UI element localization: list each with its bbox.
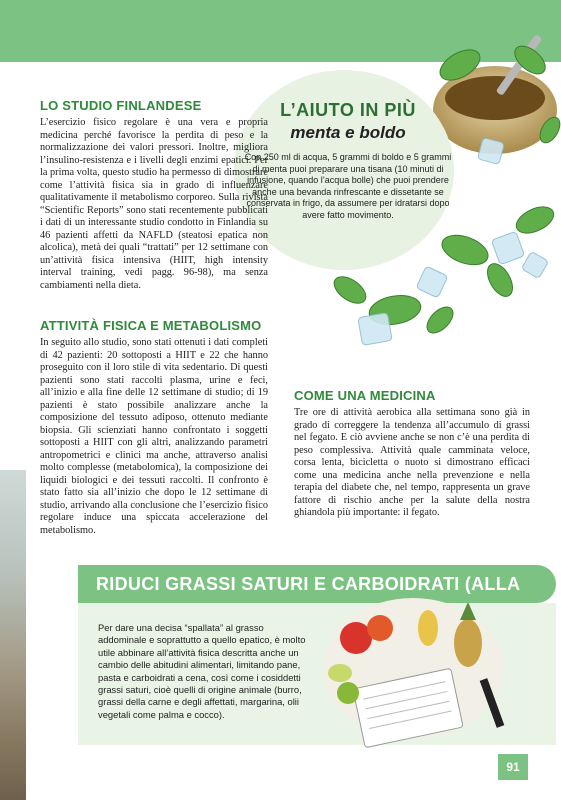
- section-like-medicine: [294, 388, 530, 520]
- banner-title: RIDUCI GRASSI SATURI E CARBOIDRATI (ALLA: [96, 574, 520, 594]
- section-heading: COME UNA MEDICINA: [294, 388, 436, 403]
- section-heading: LO STUDIO FINLANDESE: [40, 98, 202, 113]
- section-body-text: L’esercizio fisico regolare è una vera e propria medicina perché favorisce la perdita di peso e la normalizzazione dei valori pressori. Inoltre, migliora l’insulino-resistenza e i livelli degli enzimi epatici. Per la prima volta, questo studio ha permesso di dimostrare come l’attività fisica sia in grado di influenzare qualitativamente il metabolismo corporeo. Sulla rivista “Scientific Reports” sono stati recentemente pubblicati i dati di un interessante studio condotto in Finlandia su 46 pazienti affetti da NAFLD (steatosi epatica non alcolica), metà dei quali “trattati” per 12 settimane con un’attività fisica intensiva (HIIT, high intensity interval training, vedi pagg. 96-98), ma senza cambiamenti nella dieta.: [40, 117, 268, 291]
- section-body-text: Tre ore di attività aerobica alla settimana sono già in grado di correggere la tendenza all’accumulo di grassi nel fegato. E ciò avviene anche se non c’è una perdita di peso complessiva. Attività quale camminata veloce, corsa lenta, bicicletta o nuoto si dimostrano efficaci come una medicina anche nella prevenzione e nella terapia del diabete che, nel tempo, rappresenta un grave fattore di rischio anche per la salute della nostra ghiandola più importante: il fegato.: [294, 407, 530, 518]
- aiuto-subtitle: menta e boldo: [290, 123, 406, 142]
- page-number: 91: [498, 754, 528, 780]
- aiuto-box: [244, 100, 452, 221]
- aiuto-text: Con 250 ml di acqua, 5 grammi di boldo e 5 grammi di menta puoi preparare una tisana (10 minuti di infusione, quando l’acqua bolle) che puoi prendere anche una bevanda rinfrescante e dissetante se conservata in frigo, da assumere per idratarsi dopo avere fatto movimento.: [244, 152, 452, 220]
- banner-text: Per dare una decisa “spallata” al grasso addominale e soprattutto a quello epatico, è molto utile abbinare all’attività fisica descritta anche un cambio delle abitudini alimentari, limitando pane, pasta e carboidrati a cena, così come i cosiddetti grassi saturi, cioè quelli di origine animale (burro, grassi della carne e degli affettati, margarina, olii vegetali come palma e cocco).: [98, 622, 306, 720]
- section-heading: ATTIVITÀ FISICA E METABOLISMO: [40, 318, 262, 333]
- fruit-vegetables-notepad-image: [318, 598, 508, 748]
- section-body-text: In seguito allo studio, sono stati ottenuti i dati completi di 42 pazienti: 20 sottoposti a HIIT e 22 che hanno proseguito con il loro stile di vita sedentario. Di questi pazienti sono stati raccolti plasma, urine e feci, all’inizio e alla fine delle 12 settimane di studio; di 19 pazienti è stato possibile analizzare anche la composizione del tessuto adiposo, ottenuto mediante biopsia. Gli scienziati hanno confrontato i soggetti sottoposti a HIIT con gli altri, analizzando parametri antropometrici e clinici ma anche, attraverso analisi molto complesse (metabolomica), la composizione dei liquidi biologici e dei tessuti raccolti. Il confronto è stato fatto sia all’inizio che dopo le 12 settimane di studio, arrivando alla conclusione che l’esercizio fisico regolare induce una spiccata accelerazione del metabolismo.: [40, 337, 268, 536]
- section-activity-metabolism: [40, 318, 268, 537]
- section-finnish-study: [40, 98, 268, 292]
- aiuto-title: L’AIUTO IN PIÙ: [280, 100, 416, 120]
